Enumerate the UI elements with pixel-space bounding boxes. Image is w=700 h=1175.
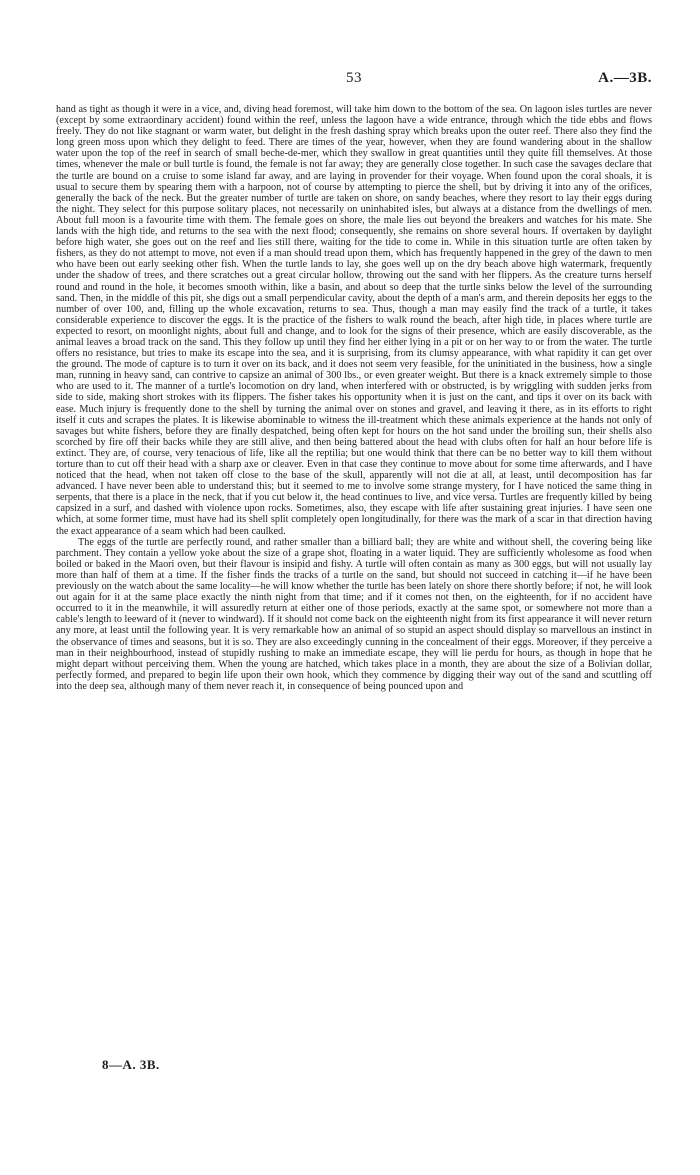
page-number: 53 xyxy=(346,70,362,86)
body-text xyxy=(56,104,652,692)
document-reference: A.—3B. xyxy=(598,70,652,86)
signature-mark: 8—A. 3B. xyxy=(102,1057,160,1072)
page-header xyxy=(56,70,652,92)
paragraph-turtle-habits: hand as tight as though it were in a vice, and, diving head foremost, will take him down to the bottom of the sea. On lagoon isles turtles are never (except by some extraordinary accident) found within the reef, unless the lagoon have a wide entrance, through which the tide ebbs and flows freely. They do not like stagnant or warm water, but delight in the fresh dashing spray which breaks upon the outer reef. There also they find the long green moss upon which they delight to feed. There are times of the year, however, when they are found wandering about in the shallow water upon the top of the reef in search of small beche-de-mer, which they swallow in great quantities until they quite fill themselves. At those times, whenever the male or bull turtle is found, the female is not far away; they are generally close together. In such case the savages declare that the turtle are bound on a cruise to some island far away, and are laying in provender for their voyage. When found upon the coral shoals, it is usual to secure them by spearing them with a harpoon, not of course by attempting to pierce the shell, but by driving it into any of the orifices, generally the back of the neck. But the greater number of turtle are taken on shore, on sandy beaches, where they resort to lay their eggs during the night. They select for this purpose solitary places, not necessarily on uninhabited isles, but always at a distance from the dwellings of men. About full moon is a favourite time with them. The female goes on shore, the male lies out beyond the breakers and watches for his mate. She lands with the high tide, and returns to the sea with the next flood; consequently, she remains on shore several hours. If overtaken by daylight before high water, she goes out on the reef and lies still there, waiting for the tide to come in. While in this situation turtle are often taken by fishers, as they do not attempt to move, not even if a man should tread upon them, which has frequently happened in the grey of the dawn to men who have been out early seeking other fish. When the turtle lands to lay, she goes well up on the dry beach above high watermark, frequently under the shadow of trees, and there scratches out a great circular hollow, throwing out the sand with her flippers. As the creature turns herself round and round in the hole, it becomes smooth within, like a basin, and about so deep that the turtle sinks below the level of the surrounding sand. Then, in the middle of this pit, she digs out a small perpendicular cavity, about the depth of a man's arm, and therein deposits her eggs to the number of over 100, and, filling up the whole excavation, returns to sea. Thus, though a man may easily find the track of a turtle, it takes considerable experience to discover the eggs. It is the practice of the fishers to walk round the beach, after high tide, in places where turtle are expected to resort, on moonlight nights, about full and change, and to look for the signs of their presence, which are easily discoverable, as the animal leaves a broad track on the sand. This they follow up until they find her either lying in a pit or on her way to or from the water. The turtle offers no resistance, but tries to make its escape into the sea, and it is surprising, from its clumsy appearance, with what rapidity it can get over the ground. The mode of capture is to turn it over on its back, and it does not seem very feasible, for the uninitiated in the business, how a single man, running in heavy sand, can contrive to capsize an animal of 300 lbs., or even greater weight. But there is a knack extremely simple to those who are used to it. The manner of a turtle's locomotion on dry land, when interfered with or obstructed, is by wriggling with sudden jerks from side to side, making short strokes with its flippers. The fisher takes his opportunity when it is just on the cant, and tips it over on its back with ease. Much injury is frequently done to the shell by turning the animal over on stones and gravel, and leaving it there, as in its efforts to right itself it cuts and scrapes the plates. It is likewise abominable to witness the ill-treatment which these animals experience at the hands not only of savages but white fishers, before they are finally despatched, being often kept for hours on the hot sand under the broiling sun, their shells also scorched by fire off their backs while they are still alive, and then being battered about the head with clubs often for half an hour before life is extinct. They are, of course, very tenacious of life, like all the reptilia; but one would think that there can be no better way to kill them without torture than to cut off their head with a sharp axe or cleaver. Even in that case they continue to move about for some time afterwards, and I have noticed that the head, when not taken off close to the base of the skull, apparently will not die at all, at least, until decomposition has far advanced. I have never been able to understand this; but it seemed to me to involve some strange mystery, for I have noticed the same thing in serpents, that there is a place in the neck, that if you cut below it, the head continues to live, and vice versa. Turtles are frequently killed by being capsized in a surf, and dashed with violence upon rocks. Sometimes, also, they escape with life after sustaining great injuries. I have seen one which, at some former time, must have had its shell split completely open longitudinally, for there was the mark of a scar in that direction having the exact appearance of a seam which had been caulked. xyxy=(56,104,652,537)
paragraph-turtle-eggs: The eggs of the turtle are perfectly round, and rather smaller than a billiard ball; they are white and without shell, the covering being like parchment. They contain a yellow yoke about the size of a grape shot, floating in a water liquid. They are sufficiently wholesome as food when boiled or baked in the Maori oven, but their flavour is insipid and fishy. A turtle will often contain as many as 300 eggs, but will not usually lay more than half of them at a time. If the fisher finds the tracks of a turtle on the sand, but should not succeed in catching it—if he have been previously on the watch about the same locality—he will know whether the turtle has been lately on shore there shortly before; if not, he will look out again for it at the same place exactly the ninth night from that time; and if it comes not then, on the eighteenth, for if no accident have occurred to it in the meanwhile, it will assuredly return at either one of those periods, exactly at the same spot, or somewhere not more than a cable's length to leeward of it (never to windward). If it should not come back on the eighteenth night from its first appearance it will never return any more, at least until the following year. It is very remarkable how an animal of so stupid an aspect should display so marvellous an instinct in the observance of times and seasons, but it is so. They are also exceedingly cunning in the concealment of their eggs. Moreover, if they perceive a man in their neighbourhood, instead of stupidly rushing to make an immediate escape, they will lie perdu for hours, as though in hope that he might depart without perceiving them. When the young are hatched, which takes place in a month, they are about the size of a Bolivian dollar, perfectly formed, and prepared to begin life upon their own hook, which they commence by digging their way out of the sand and scuttling off into the deep sea, although many of them never reach it, in consequence of being pounced upon and xyxy=(56,536,652,692)
